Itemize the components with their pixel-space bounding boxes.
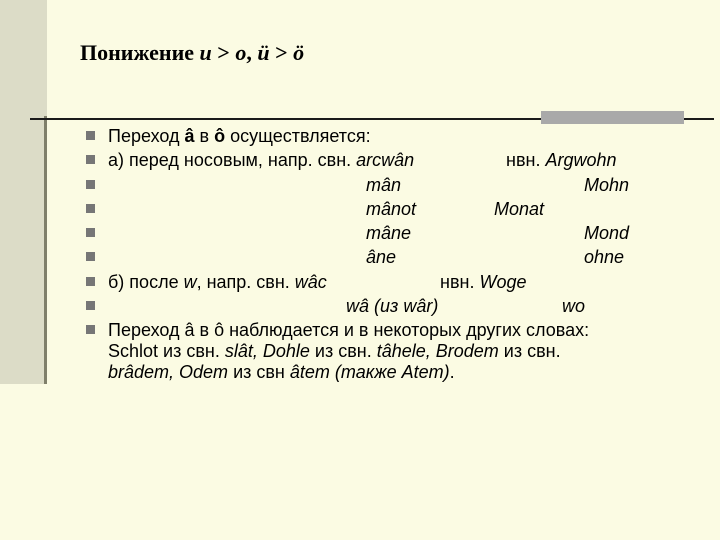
square-bullet-icon [86,325,95,334]
bullet-line-1: Переход â в ô осуществляется: [108,126,371,146]
nhg-word-wo: wo [562,296,586,316]
mhg-word-man: mân [366,175,402,195]
paragraph-line-3: brâdem, Odem из свн âtem (также Atem). [108,362,455,382]
paragraph-line-1: Переход â в ô наблюдается и в некоторых других словах: [108,320,590,340]
mhg-word-wa: wâ (из wâr) [346,296,439,316]
bullet-line-7-lead: б) после w, напр. свн. wâc [108,272,327,292]
bullet-line-7-nhg: нвн. Woge [440,272,527,292]
mhg-word-mane: mâne [366,223,412,243]
square-bullet-icon [86,228,95,237]
square-bullet-icon [86,204,95,213]
square-bullet-icon [86,301,95,310]
nhg-word-mond: Mond [584,223,630,243]
title-comma: , [246,40,258,65]
right-decorative-block [541,111,684,124]
left-decorative-bar [0,0,47,384]
title-gt-1: > [211,40,236,65]
nhg-word-ohne: ohne [584,247,625,267]
title-prefix: Понижение [80,40,200,65]
left-bar-edge [44,116,47,384]
square-bullet-icon [86,180,95,189]
nhg-word-monat: Monat [494,199,545,219]
mhg-word-ane: âne [366,247,397,267]
slide-title [80,40,304,66]
title-ue: ü [257,40,270,65]
nhg-word-mohn: Mohn [584,175,630,195]
square-bullet-icon [86,155,95,164]
paragraph-line-2: Schlot из свн. slât, Dohle из свн. tâhele, Brodem из свн. [108,341,561,361]
mhg-word-manot: mânot [366,199,417,219]
title-oe: ö [293,40,305,65]
square-bullet-icon [86,131,95,140]
square-bullet-icon [86,252,95,261]
title-o: o [235,40,247,65]
square-bullet-icon [86,277,95,286]
title-gt-2: > [269,40,294,65]
title-u: u [199,40,212,65]
bullet-line-2-lead: а) перед носовым, напр. свн. arcwân [108,150,415,170]
bullet-line-2-nhg: нвн. Argwohn [506,150,617,170]
